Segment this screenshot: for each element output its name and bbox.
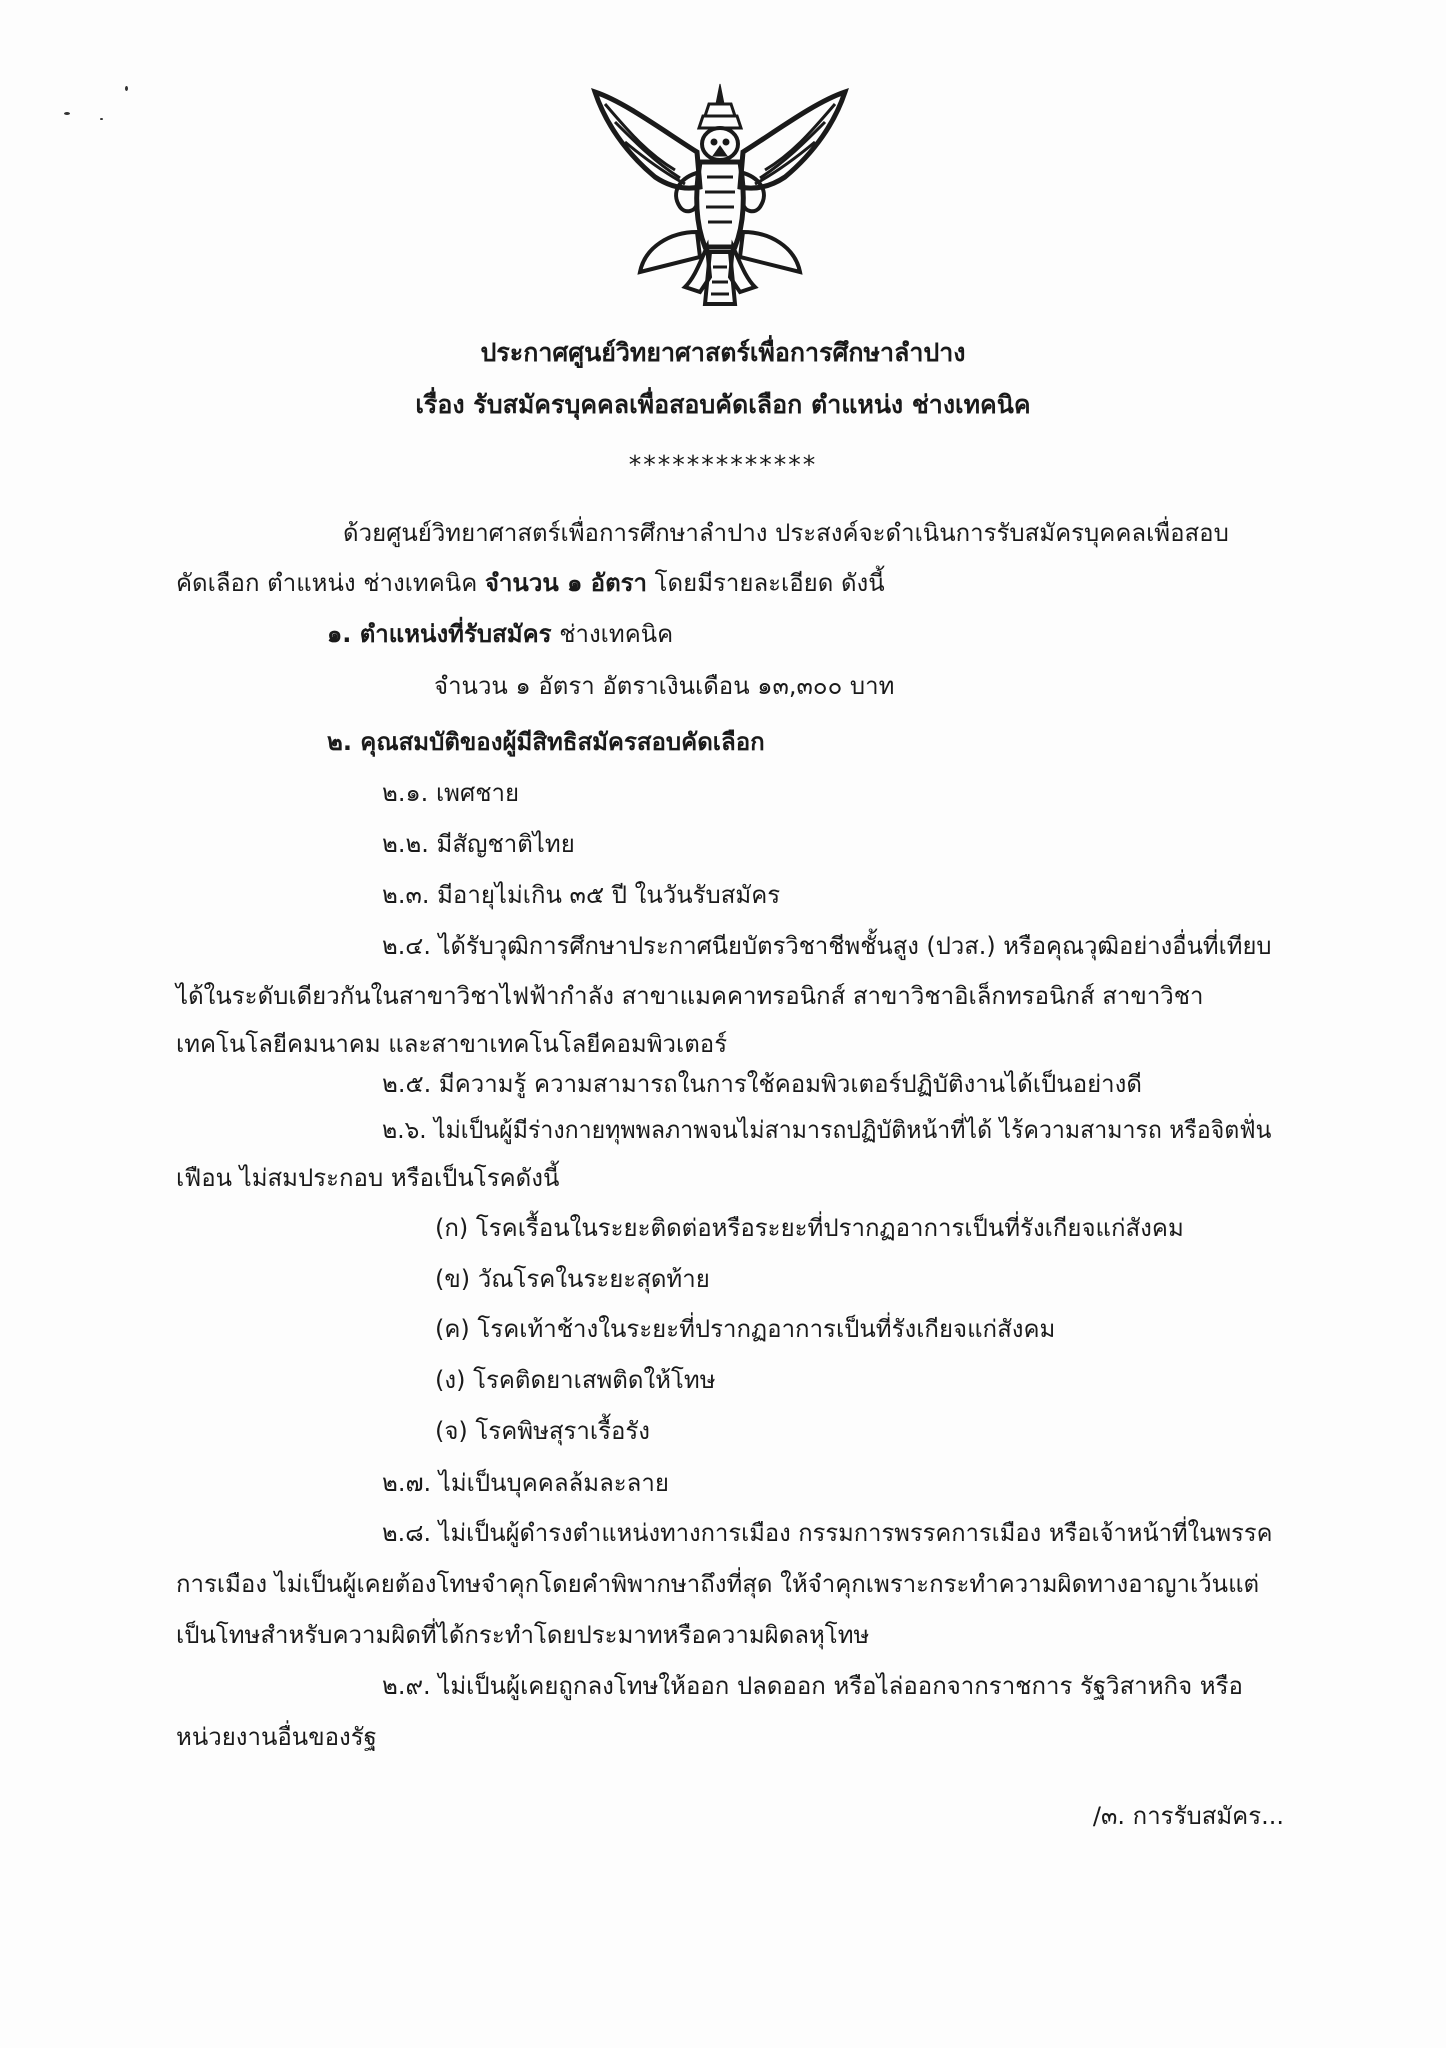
qualification-item-cont: เฟือน ไม่สมประกอบ หรือเป็นโรคดังนี้ [176, 1164, 560, 1192]
scan-speck [64, 112, 70, 115]
qualification-item-cont: การเมือง ไม่เป็นผู้เคยต้องโทษจำคุกโดยคำพิพากษาถึงที่สุด ให้จำคุกเพราะกระทำความผิดทางอาญาเว้นแต่ [176, 1570, 1260, 1598]
page-continuation: /๓. การรับสมัคร... [1092, 1802, 1284, 1830]
qualification-item: ๒.๓. มีอายุไม่เกิน ๓๕ ปี ในวันรับสมัคร [382, 881, 781, 909]
qualification-item-cont: ได้ในระดับเดียวกันในสาขาวิชาไฟฟ้ากำลัง สาขาแมคคาทรอนิกส์ สาขาวิชาอิเล็กทรอนิกส์ สาขาวิชา [176, 982, 1204, 1010]
intro-line-2-count: จำนวน ๑ อัตรา [484, 569, 648, 597]
qualification-item: ๒.๔. ได้รับวุฒิการศึกษาประกาศนียบัตรวิชาชีพชั้นสูง (ปวส.) หรือคุณวุฒิอย่างอื่นที่เทียบ [382, 932, 1272, 960]
section-2-heading [327, 726, 765, 758]
section-1-heading: ๑. ตำแหน่งที่รับสมัคร [327, 620, 552, 648]
section-1-position: ช่างเทคนิค [559, 620, 674, 648]
scan-speck [125, 86, 128, 91]
garuda-emblem-icon [585, 82, 855, 312]
announcement-subject: เรื่อง รับสมัครบุคคลเพื่อสอบคัดเลือก ตำแหน่ง ช่างเทคนิค [415, 390, 1031, 419]
qualification-item: ๒.๑. เพศชาย [382, 779, 520, 807]
qualification-item: ๒.๒. มีสัญชาติไทย [382, 830, 575, 858]
disease-item: (ง) โรคติดยาเสพติดให้โทษ [435, 1366, 716, 1394]
disease-item: (จ) โรคพิษสุราเรื้อรัง [435, 1417, 651, 1445]
qualification-item: ๒.๙. ไม่เป็นผู้เคยถูกลงโทษให้ออก ปลดออก หรือไล่ออกจากราชการ รัฐวิสาหกิจ หรือ [382, 1672, 1243, 1700]
qualification-item-cont: เทคโนโลยีคมนาคม และสาขาเทคโนโลยีคอมพิวเตอร์ [176, 1030, 728, 1058]
disease-item: (ข) วัณโรคในระยะสุดท้าย [435, 1265, 710, 1293]
section-1-heading-line [327, 618, 673, 650]
intro-line-2-suffix: โดยมีรายละเอียด ดังนี้ [647, 569, 885, 597]
disease-item: (ก) โรคเรื้อนในระยะติดต่อหรือระยะที่ปรากฏอาการเป็นที่รังเกียจแก่สังคม [435, 1214, 1184, 1242]
announcement-title: ประกาศศูนย์วิทยาศาสตร์เพื่อการศึกษาลำปาง [480, 338, 966, 367]
qualification-item-cont: หน่วยงานอื่นของรัฐ [176, 1723, 377, 1751]
intro-line-2-prefix: คัดเลือก ตำแหน่ง ช่างเทคนิค [176, 569, 485, 597]
section-2-heading-text: ๒. คุณสมบัติของผู้มีสิทธิสมัครสอบคัดเลือก [327, 728, 765, 756]
qualification-item: ๒.๖. ไม่เป็นผู้มีร่างกายทุพพลภาพจนไม่สามารถปฏิบัติหน้าที่ได้ ไร้ความสามารถ หรือจิตฟั่น [382, 1116, 1272, 1144]
qualification-item: ๒.๘. ไม่เป็นผู้ดำรงตำแหน่งทางการเมือง กรรมการพรรคการเมือง หรือเจ้าหน้าที่ในพรรค [382, 1519, 1273, 1547]
title-separator: ************* [628, 450, 818, 479]
qualification-item-cont: เป็นโทษสำหรับความผิดที่ได้กระทำโดยประมาทหรือความผิดลหุโทษ [176, 1621, 870, 1649]
qualification-item: ๒.๕. มีความรู้ ความสามารถในการใช้คอมพิวเตอร์ปฏิบัติงานได้เป็นอย่างดี [382, 1070, 1142, 1098]
intro-line-1: ด้วยศูนย์วิทยาศาสตร์เพื่อการศึกษาลำปาง ประสงค์จะดำเนินการรับสมัครบุคคลเพื่อสอบ [343, 519, 1229, 547]
intro-line-2 [176, 567, 885, 599]
qualification-item: ๒.๗. ไม่เป็นบุคคลล้มละลาย [382, 1469, 669, 1497]
scan-speck [100, 118, 103, 120]
disease-item: (ค) โรคเท้าช้างในระยะที่ปรากฏอาการเป็นที่รังเกียจแก่สังคม [435, 1315, 1056, 1343]
section-1-detail: จำนวน ๑ อัตรา อัตราเงินเดือน ๑๓,๓๐๐ บาท [434, 672, 895, 700]
